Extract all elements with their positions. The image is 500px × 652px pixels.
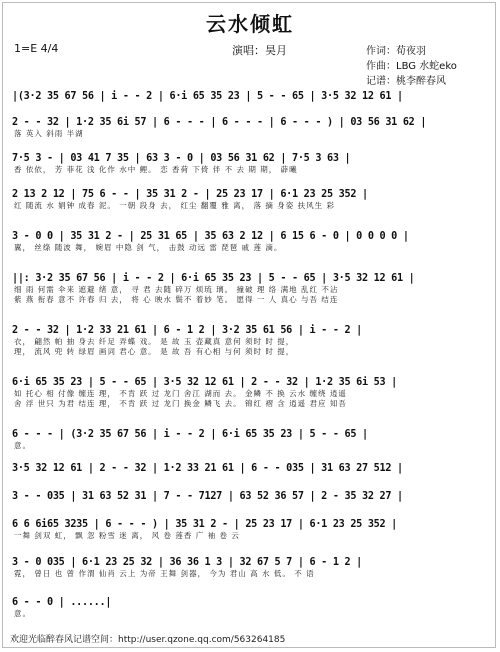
notation-line: 2 13 2 12 | 75 6 - - | 35 31 2 - | 25 23 17 | 6·1 23 25 352 |: [12, 189, 368, 200]
lyric-line: 翼， 丝绦 随波 舞， 婉眉 中隐 剑 气， 击鼓 动远 雷 琵琶 戚 莲 滴。: [14, 243, 283, 252]
score-row: [12, 272, 490, 305]
lyric-line: 落 英入 斜雨 半湖: [14, 129, 84, 138]
lyric-line: 香 依依， 芳 菲花 浅 化作 水中 鲤。 恋 香荷 下倚 伴 不 去 期 期， 薜曦: [14, 165, 298, 174]
singer-credit: 演唱：昊月: [232, 44, 287, 57]
notation-line: 3·5 32 12 61 | 2 - - 32 | 1·2 33 21 61 | 6 - - 035 | 31 63 27 512 |: [12, 463, 403, 474]
lyric-line: [12, 103, 490, 113]
lyricist-credit: 作词：荀夜羽: [366, 46, 426, 57]
notation-line: 6 6 6i65 3235 | 6 - - - ) | 35 31 2 - | 25 23 17 | 6·1 23 25 352 |: [12, 519, 398, 530]
score-row: [12, 152, 490, 175]
lyric-line: 红 随流 水 娟钟 成春 泥。 一朝 段身 去， 红尘 翻覆 雅 离， 落 摘 身姿 扶风生 彩: [14, 201, 336, 210]
notation-line: 2 - - 32 | 1·2 35 6i 57 | 6 - - - | 6 - - - | 6 - - - ) | 03 56 31 62 |: [12, 117, 427, 128]
score-row: [12, 518, 490, 541]
lyric-line: 霓， 曾日 也 曾 作渭 仙肖 云上 为帝 王舞 剑器， 今为 君山 高 水 低。 不 语: [14, 569, 315, 578]
lyric-line: 细 雨 何需 伞来 遮避 绪 意， 寻 君 去随 碎万 烦琉 璃。 撞破 理 络 满地 乱红 不沾: [14, 285, 339, 294]
transcriber-credit: 记谱：桃李醉春风: [366, 76, 446, 87]
lyric-line: 衣， 翩然 帕 抽 身去 纤足 弄蝶 戏。 是 故 玉 壶藏真 意何 须时 时 提，: [14, 337, 295, 346]
footer-credit: 欢迎光临醉春风记谱空间：http://user.qzone.qq.com/563264185: [10, 635, 286, 645]
notation-line: 3 - 0 035 | 6·1 23 25 32 | 36 36 1 3 | 32 67 5 7 | 6 - 1 2 |: [12, 557, 363, 568]
notation-line: 7·5 3 - | 03 41 7 35 | 63 3 - 0 | 03 56 31 62 | 7·5 3 63 |: [12, 153, 351, 164]
score-row: [12, 376, 490, 409]
composer-credit: 作曲：LBG 水蛇eko: [366, 61, 457, 72]
lyric-line-verse-2: 理， 流风 兜 转 绿眉 画词 君心 意。 是 故 吾 有心相 与何 须时 时 提，: [14, 347, 295, 356]
score-row: [12, 188, 490, 211]
lyric-line-verse-2: 舍 浮 世只 为君 结连 理， 不肯 跃 过 龙门 换金 鳞飞 去。 锦红 褶 含 逍遥 君应 知吾: [14, 399, 347, 408]
score-row: [12, 90, 490, 113]
key-signature: 1=E 4/4: [14, 42, 59, 55]
notation-line: 2 - - 32 | 1·2 33 21 61 | 6 - 1 2 | 3·2 35 61 56 | i - - 2 |: [12, 325, 363, 336]
notation-line: 6 - - - | (3·2 35 67 56 | i - - 2 | 6·i 65 35 23 | 5 - - 65 |: [12, 429, 368, 440]
notation-line: ||: 3·2 35 67 56 | i - - 2 | 6·i 65 35 23 | 5 - - 65 | 3·5 32 12 61 |: [12, 273, 415, 284]
score-row: [12, 428, 490, 451]
score-row: [12, 116, 490, 139]
notation-line: 6·i 65 35 23 | 5 - - 65 | 3·5 32 12 61 | 2 - - 32 | 1·2 35 6i 53 |: [12, 377, 398, 388]
score-row: [12, 596, 490, 619]
score-row: [12, 556, 490, 579]
score-row: [12, 324, 490, 357]
notation-line: 3 - - 035 | 31 63 52 31 | 7 - - 7127 | 63 52 36 57 | 2 - 35 32 27 |: [12, 491, 403, 502]
lyric-line-verse-2: 紫 燕 衔春 意不 许春 归 去， 将 心 映水 鬓不 着妙 笔。 愿得 一 人 真心 与吾 结连: [14, 295, 339, 304]
song-title: 云水倾虹: [206, 12, 294, 36]
lyric-line: 如 托心 相 付像 缠连 理， 不肯 跃 过 龙门 舍江 湖而 去。 金鳞 不 换 云水 缠绕 逍遥: [14, 389, 347, 398]
notation-line: 3 - 0 0 | 35 31 2 - | 25 31 65 | 35 63 2 12 | 6 15 6 - 0 | 0 0 0 0 |: [12, 231, 409, 242]
score-row: [12, 490, 490, 513]
lyric-line: 一舞 剑双 虹， 飘 忽 粉雪 迷 离， 风 卷 莲香 广 袖 卷 云: [14, 531, 240, 540]
lyric-line: 意。: [14, 609, 31, 618]
notation-line: 6 - - 0 | ......|: [12, 597, 112, 608]
lyric-line: [12, 475, 490, 485]
score-row: [12, 230, 490, 253]
score-row: [12, 462, 490, 485]
lyric-line: [12, 503, 490, 513]
lyric-line: 意。: [14, 441, 31, 450]
notation-line: |(3·2 35 67 56 | i - - 2 | 6·i 65 35 23 | 5 - - 65 | 3·5 32 12 61 |: [12, 91, 403, 102]
